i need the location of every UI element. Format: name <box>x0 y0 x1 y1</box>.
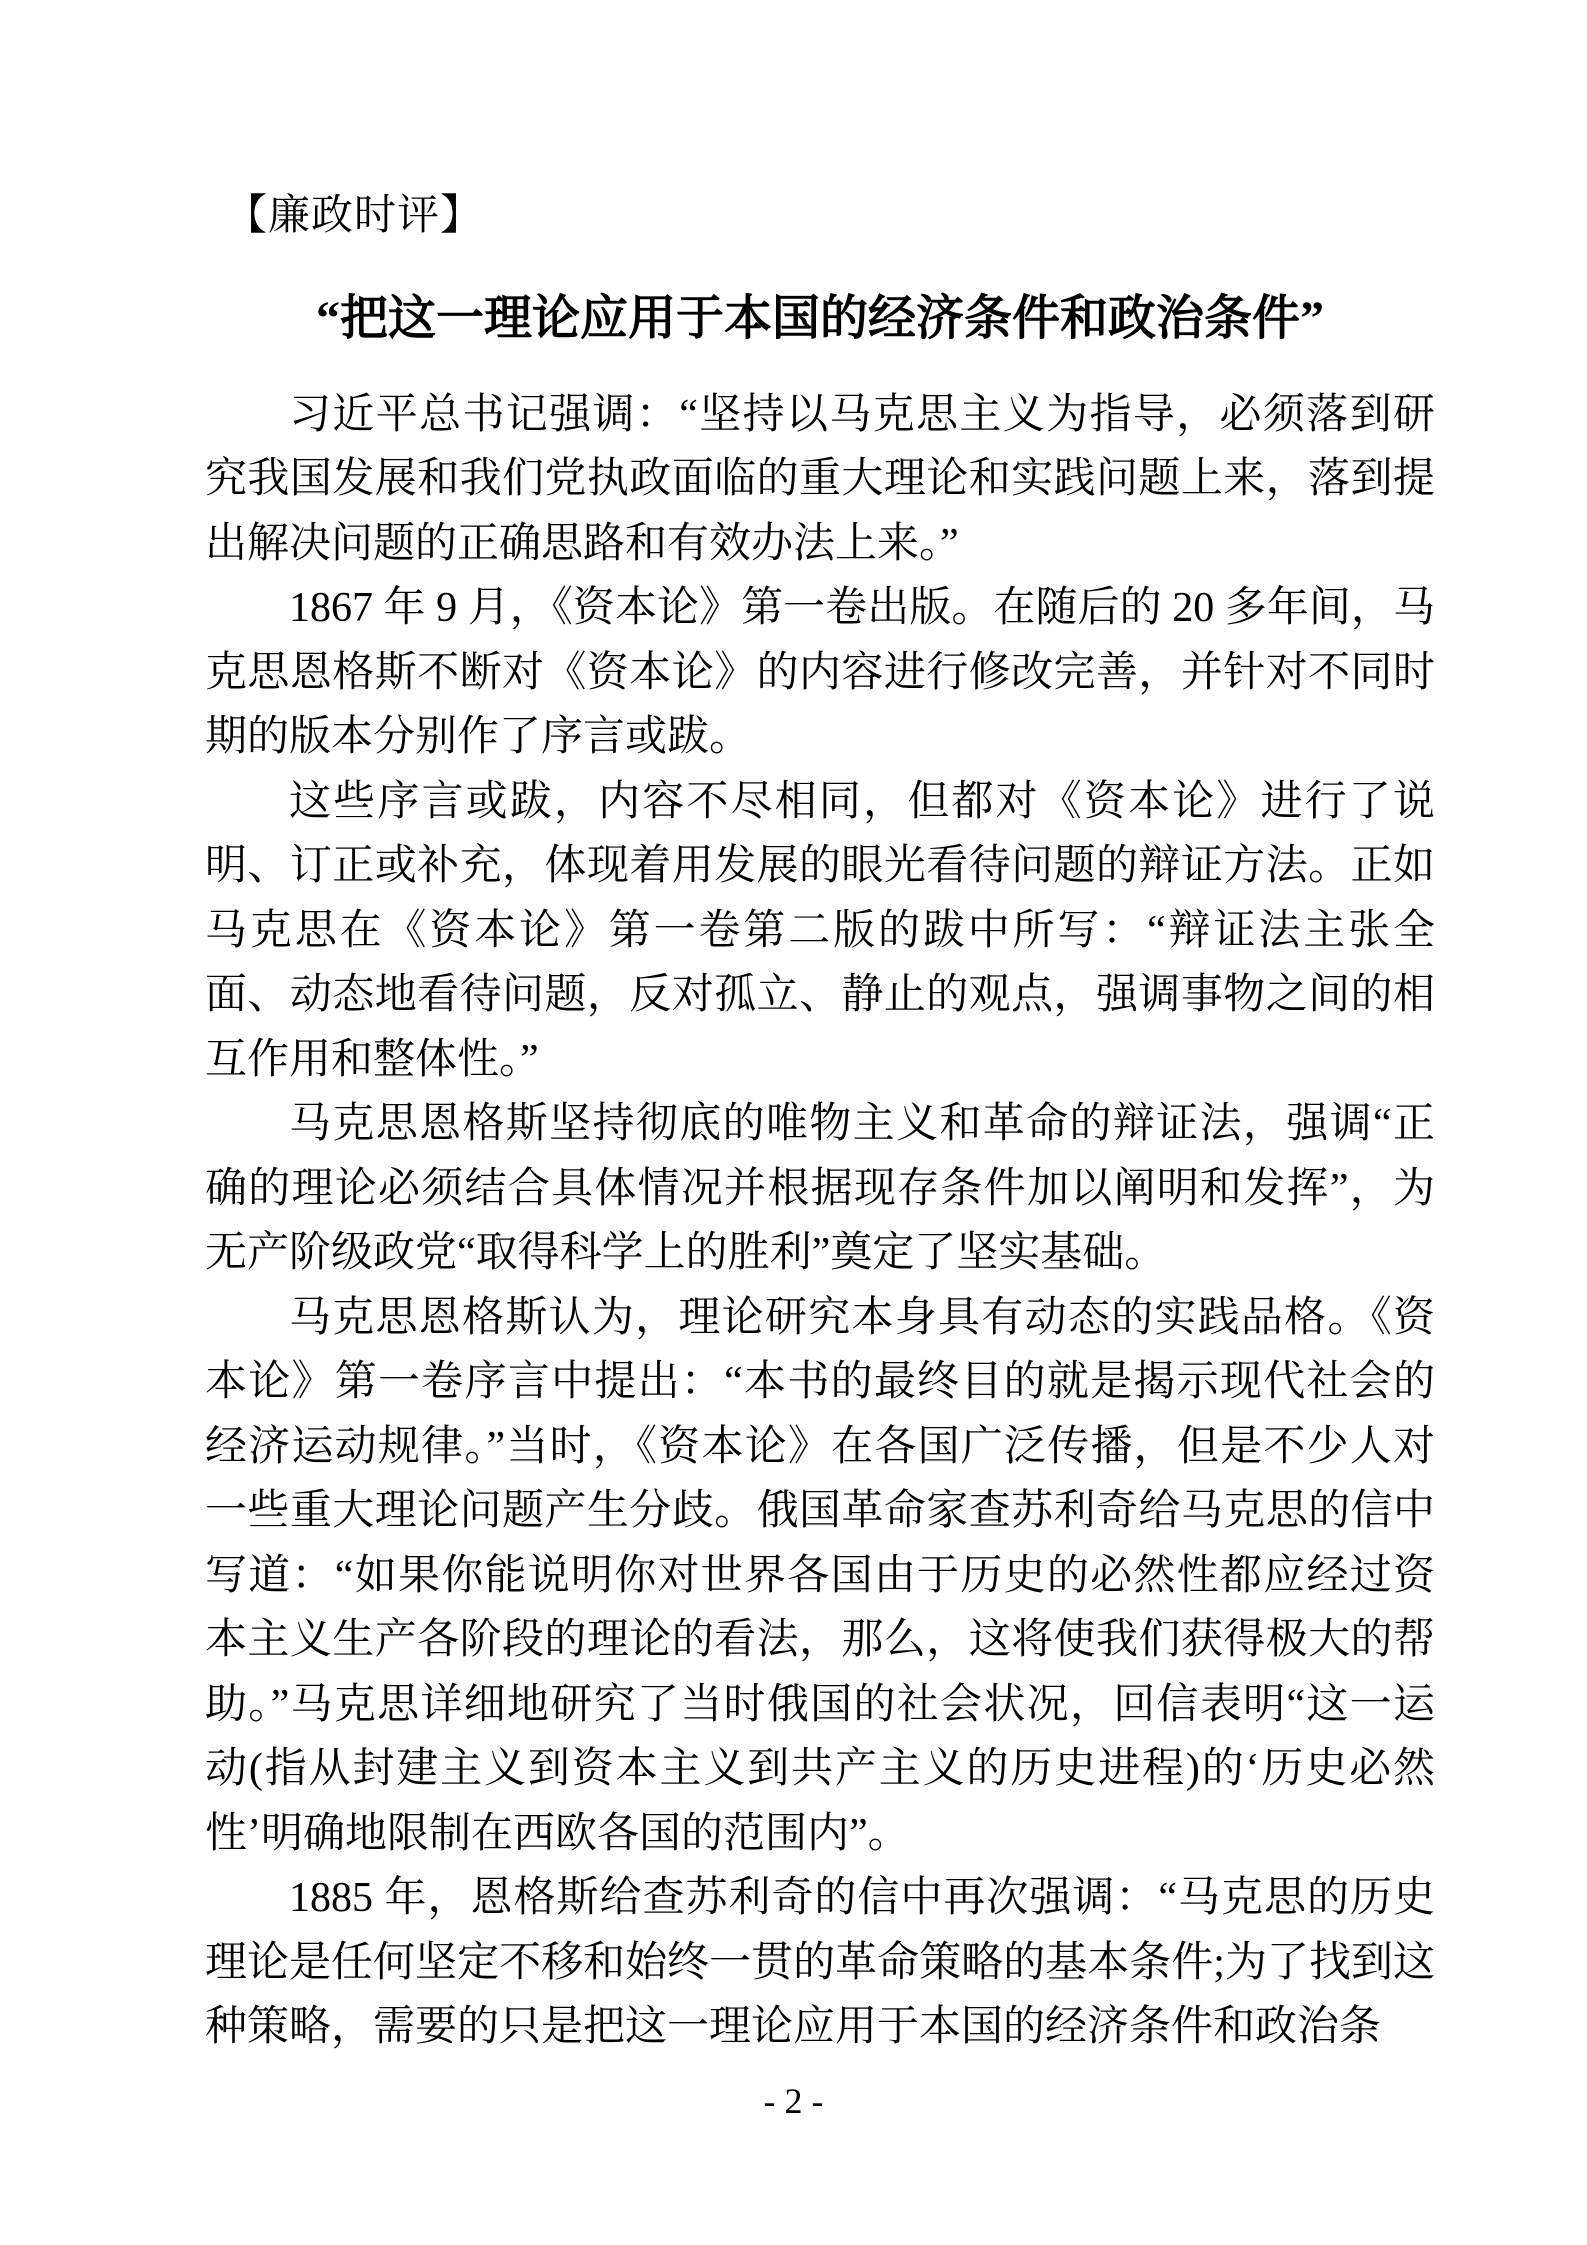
section-label: 【廉政时评】 <box>225 193 484 239</box>
article-body <box>205 383 1435 2060</box>
article-title: “把这一理论应用于本国的经济条件和政治条件” <box>315 291 1324 345</box>
page-number: - 2 - <box>763 2081 824 2121</box>
paragraph: 习近平总书记强调：“坚持以马克思主义为指导，必须落到研究我国发展和我们党执政面临的重大理论和实践问题上来，落到提出解决问题的正确思路和有效办法上来。” <box>205 391 1435 567</box>
paragraph: 马克思恩格斯认为，理论研究本身具有动态的实践品格。《资本论》第一卷序言中提出：“本书的最终目的就是揭示现代社会的经济运动规律。”当时，《资本论》在各国广泛传播，但是不少人对一些重大理论问题产生分歧。俄国革命家查苏利奇给马克思的信中写道：“如果你能说明你对世界各国由于历史的必然性都应经过资本主义生产各阶段的理论的看法，那么，这将使我们获得极大的帮助。”马克思详细地研究了当时俄国的社会状况，回信表明“这一运动(指从封建主义到资本主义到共产主义的历史进程)的‘历史必然性’明确地限制在西欧各国的范围内”。 <box>205 1294 1435 1857</box>
paragraph: 马克思恩格斯坚持彻底的唯物主义和革命的辩证法，强调“正确的理论必须结合具体情况并根据现存条件加以阐明和发挥”，为无产阶级政党“取得科学上的胜利”奠定了坚实基础。 <box>205 1101 1435 1276</box>
paragraph: 这些序言或跋，内容不尽相同，但都对《资本论》进行了说明、订正或补充，体现着用发展的眼光看待问题的辩证方法。正如马克思在《资本论》第一卷第二版的跋中所写：“辩证法主张全面、动态地看待问题，反对孤立、静止的观点，强调事物之间的相互作用和整体性。” <box>205 778 1435 1083</box>
paragraph: 1885 年，恩格斯给查苏利奇的信中再次强调：“马克思的历史理论是任何坚定不移和始终一贯的革命策略的基本条件;为了找到这种策略，需要的只是把这一理论应用于本国的经济条件和政治条 <box>205 1875 1435 2050</box>
paragraph: 1867 年 9 月，《资本论》第一卷出版。在随后的 20 多年间，马克思恩格斯不断对《资本论》的内容进行修改完善，并针对不同时期的版本分别作了序言或跋。 <box>205 585 1435 760</box>
